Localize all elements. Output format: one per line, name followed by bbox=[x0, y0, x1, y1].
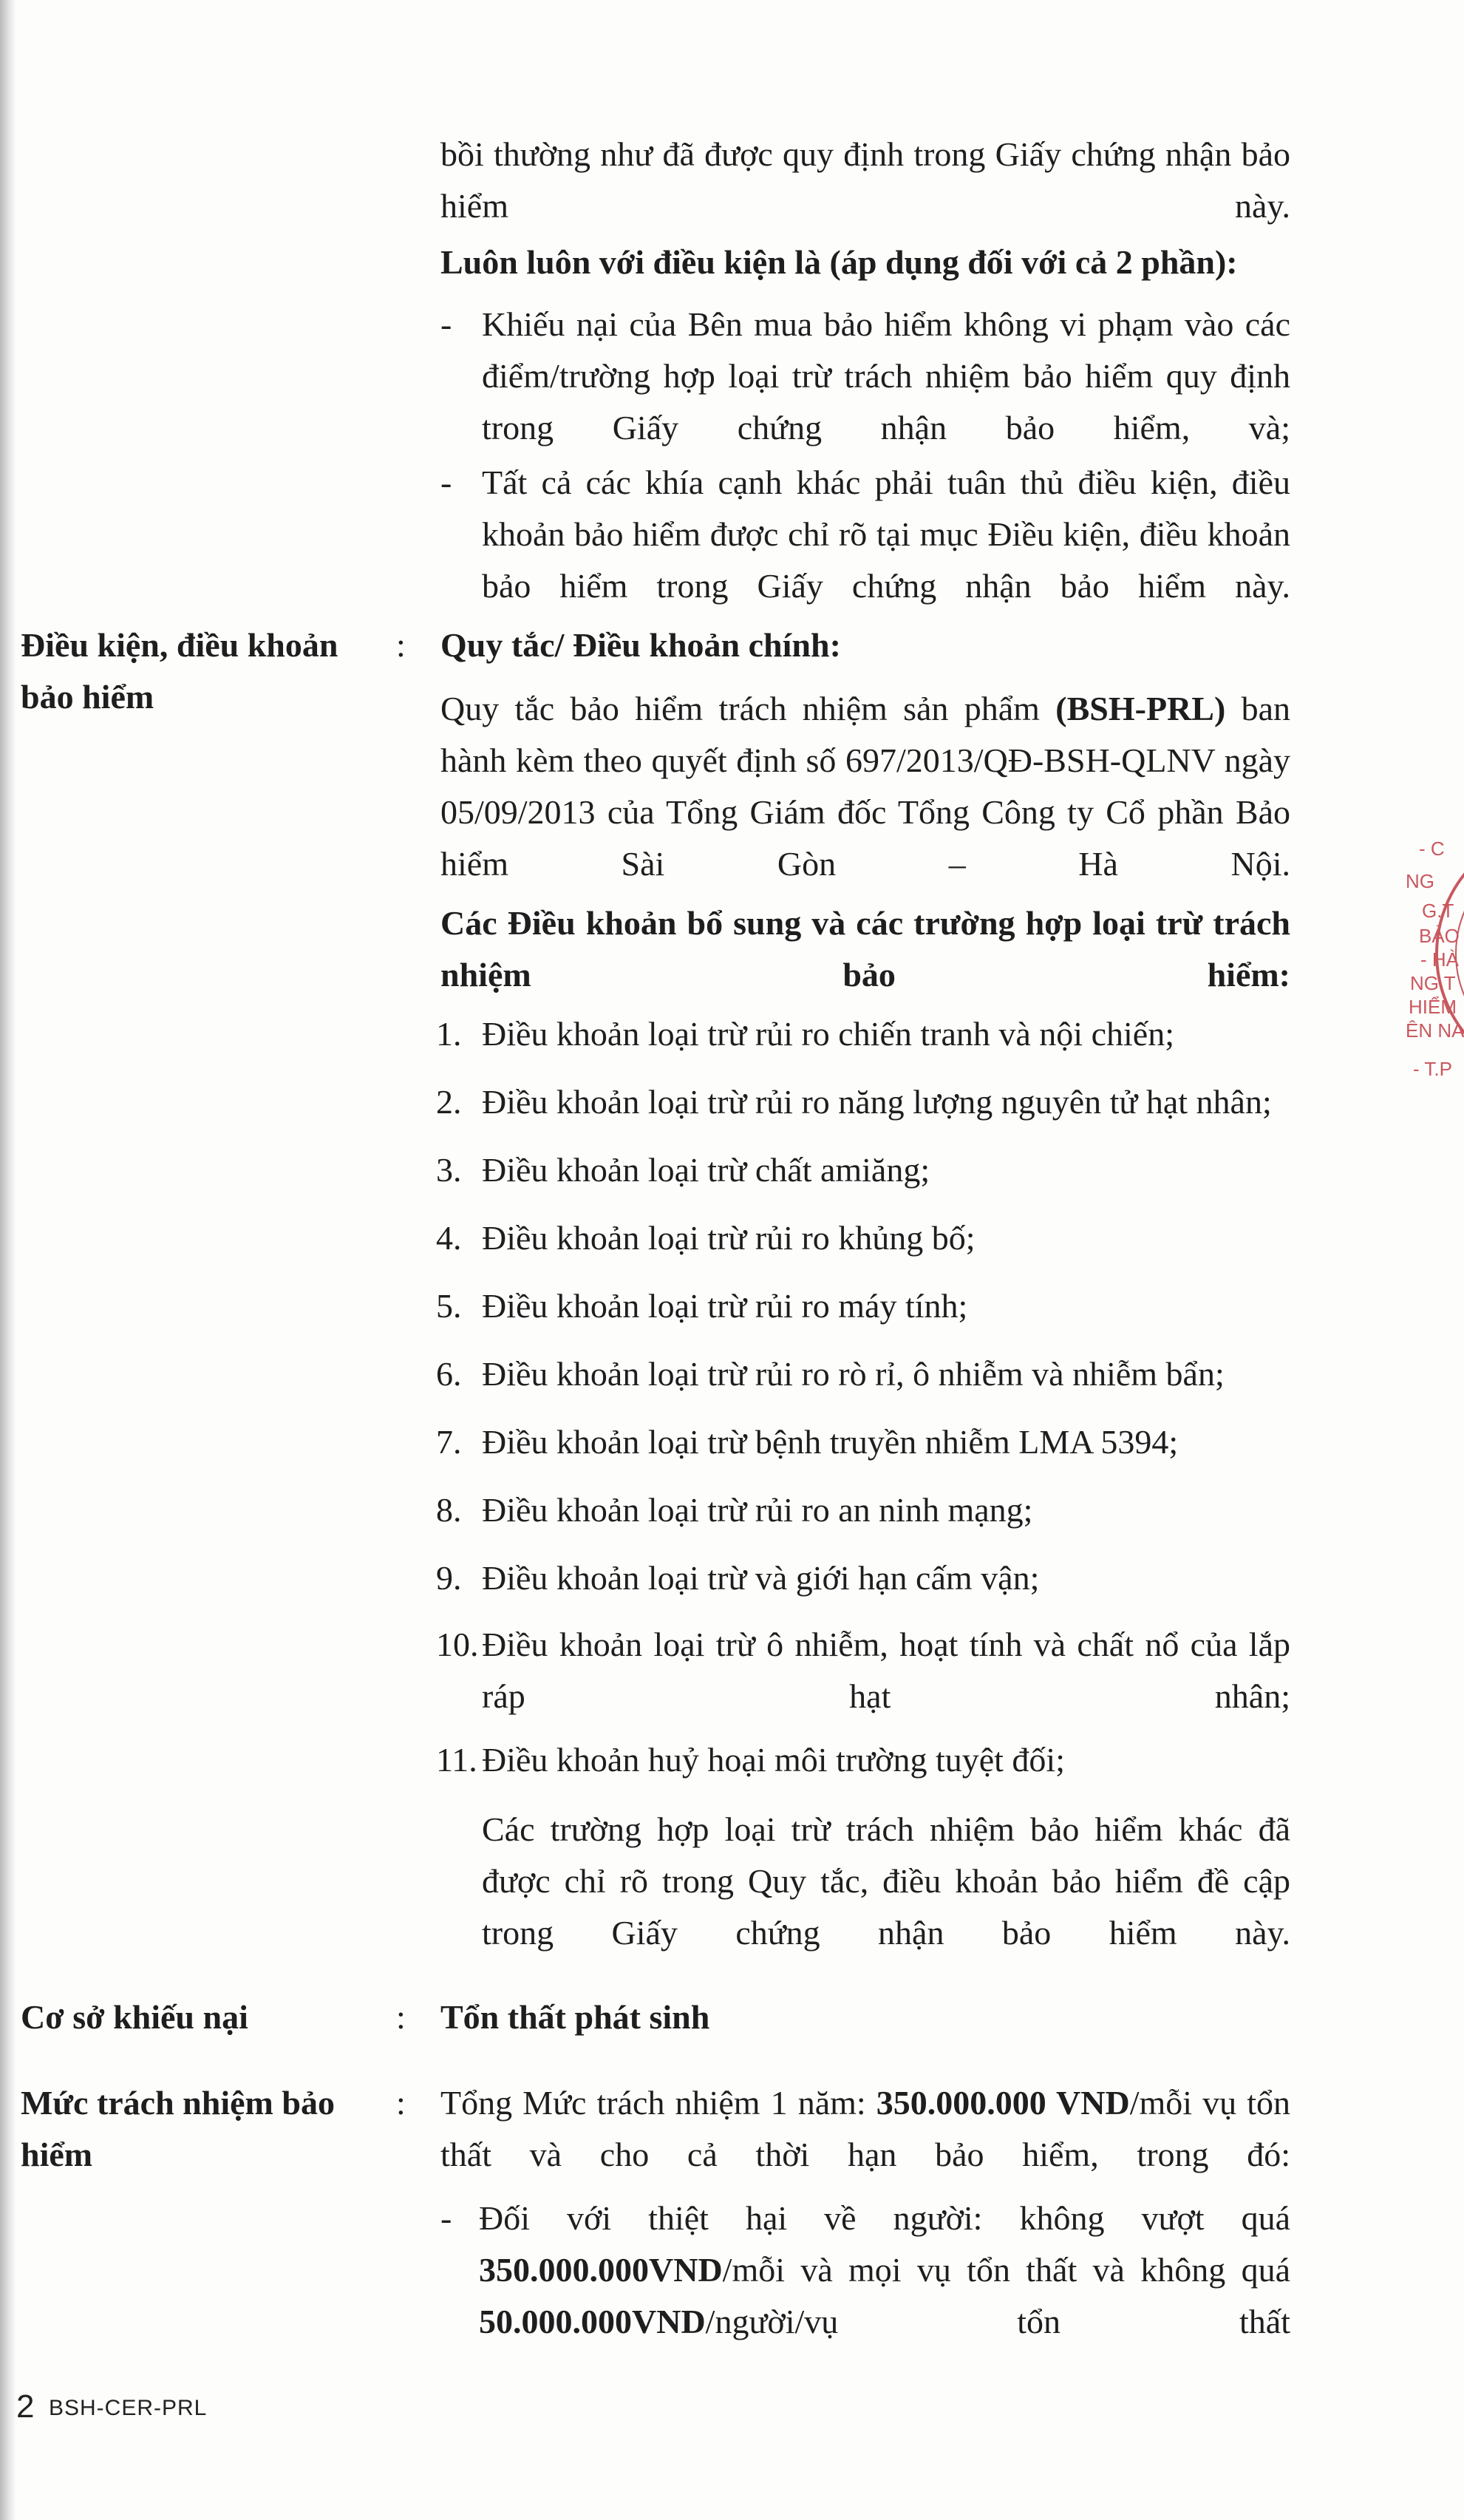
clause-number: 7. bbox=[436, 1423, 462, 1461]
main-rules-paragraph: Quy tắc bảo hiểm trách nhiệm sản phẩm (BSH-PRL) ban hành kèm theo quyết định số 697/2013/QĐ-BSH-QLNV ngày 05/09/2013 của Tổng Giám đốc Tổng Công ty Cổ phần Bảo hiểm Sài Gòn – Hà Nội. bbox=[440, 690, 1291, 883]
stamp-text: NG bbox=[1406, 870, 1434, 892]
clause-number: 11. bbox=[436, 1741, 477, 1779]
additional-clauses-heading: Các Điều khoản bổ sung và các trường hợp loại trừ trách nhiệm bảo hiểm: bbox=[440, 904, 1290, 994]
liability-bodily-paragraph: Đối với thiệt hại về người: không vượt quá 350.000.000VND/mỗi và mọi vụ tổn thất và không quá 50.000.000VND/người/vụ tổn thất bbox=[479, 2199, 1290, 2340]
clause-number: 9. bbox=[436, 1559, 462, 1597]
stamp-text: ÊN NA bbox=[1406, 1019, 1464, 1042]
liability-total-paragraph: Tổng Mức trách nhiệm 1 năm: 350.000.000 VND/mỗi vụ tổn thất và cho cả thời hạn bảo hiểm, trong đó: bbox=[440, 2084, 1291, 2173]
stamp-text: - C bbox=[1419, 838, 1445, 860]
page-number: 2 bbox=[16, 2388, 35, 2425]
liability-colon: : bbox=[396, 2084, 406, 2122]
clause-number: 5. bbox=[436, 1287, 462, 1325]
intro-paragraph: bồi thường như đã được quy định trong Giấy chứng nhận bảo hiểm này. bbox=[440, 135, 1290, 225]
bullet-dash: - bbox=[440, 2199, 452, 2237]
clause-number: 2. bbox=[436, 1083, 462, 1121]
clause-item: Điều khoản loại trừ bệnh truyền nhiễm LMA 5394; bbox=[482, 1423, 1179, 1461]
terms-colon: : bbox=[396, 626, 406, 664]
clause-item: Điều khoản loại trừ rủi ro năng lượng nguyên tử hạt nhân; bbox=[482, 1083, 1272, 1121]
document-code: BSH-CER-PRL bbox=[49, 2396, 208, 2420]
clause-item: Điều khoản loại trừ chất amiăng; bbox=[482, 1151, 930, 1189]
clause-number: 10. bbox=[436, 1626, 479, 1663]
clause-item: Điều khoản loại trừ ô nhiễm, hoạt tính và chất nổ của lắp ráp hạt nhân; bbox=[482, 1626, 1290, 1715]
clause-item: Điều khoản loại trừ và giới hạn cấm vận; bbox=[482, 1559, 1040, 1597]
clause-item: Điều khoản loại trừ rủi ro rò rỉ, ô nhiễm và nhiễm bẩn; bbox=[482, 1355, 1225, 1393]
stamp-text: BẢO bbox=[1419, 925, 1460, 947]
main-rules-heading: Quy tắc/ Điều khoản chính: bbox=[440, 626, 841, 664]
clause-item: Điều khoản huỷ hoại môi trường tuyệt đối; bbox=[482, 1741, 1065, 1779]
claim-basis-colon: : bbox=[396, 1998, 406, 2036]
company-stamp-partial bbox=[1394, 813, 1464, 1094]
claim-basis-label: Cơ sở khiếu nại bbox=[21, 1998, 248, 2036]
clause-item: Điều khoản loại trừ rủi ro an ninh mạng; bbox=[482, 1491, 1033, 1529]
clause-item: Điều khoản loại trừ rủi ro chiến tranh và nội chiến; bbox=[482, 1015, 1174, 1053]
clause-number: 8. bbox=[436, 1491, 462, 1529]
bullet-dash: - bbox=[440, 305, 452, 343]
claim-basis-value: Tổn thất phát sinh bbox=[440, 1998, 710, 2036]
stamp-text: G.T bbox=[1422, 900, 1454, 922]
stamp-text: HIỂM bbox=[1409, 996, 1457, 1018]
clause-number: 6. bbox=[436, 1355, 462, 1393]
bullet-dash: - bbox=[440, 463, 452, 501]
stamp-text: - T.P bbox=[1413, 1058, 1452, 1080]
clause-number: 3. bbox=[436, 1151, 462, 1189]
clause-item: Điều khoản loại trừ rủi ro khủng bố; bbox=[482, 1219, 976, 1257]
clause-number: 4. bbox=[436, 1219, 462, 1257]
condition-item-1: Khiếu nại của Bên mua bảo hiểm không vi phạm vào các điểm/trường hợp loại trừ trách nhiệm bảo hiểm quy định trong Giấy chứng nhận bảo hiểm, và; bbox=[482, 305, 1290, 446]
liability-label: Mức trách nhiệm bảo hiểm bbox=[21, 2084, 335, 2173]
condition-item-2: Tất cả các khía cạnh khác phải tuân thủ điều kiện, điều khoản bảo hiểm được chỉ rõ tại mục Điều kiện, điều khoản bảo hiểm trong Giấy chứng nhận bảo hiểm này. bbox=[482, 463, 1290, 605]
clause-number: 1. bbox=[436, 1015, 462, 1053]
terms-label: Điều kiện, điều khoản bảo hiểm bbox=[21, 626, 338, 716]
condition-heading: Luôn luôn với điều kiện là (áp dụng đối với cả 2 phần): bbox=[440, 243, 1238, 281]
stamp-text: - HÀ bbox=[1420, 948, 1459, 971]
stamp-text: NG T bbox=[1410, 972, 1456, 994]
clause-item: Điều khoản loại trừ rủi ro máy tính; bbox=[482, 1287, 968, 1325]
other-exclusions-paragraph: Các trường hợp loại trừ trách nhiệm bảo hiểm khác đã được chỉ rõ trong Quy tắc, điều khoản bảo hiểm đề cập trong Giấy chứng nhận bảo hiểm này. bbox=[482, 1810, 1290, 1952]
